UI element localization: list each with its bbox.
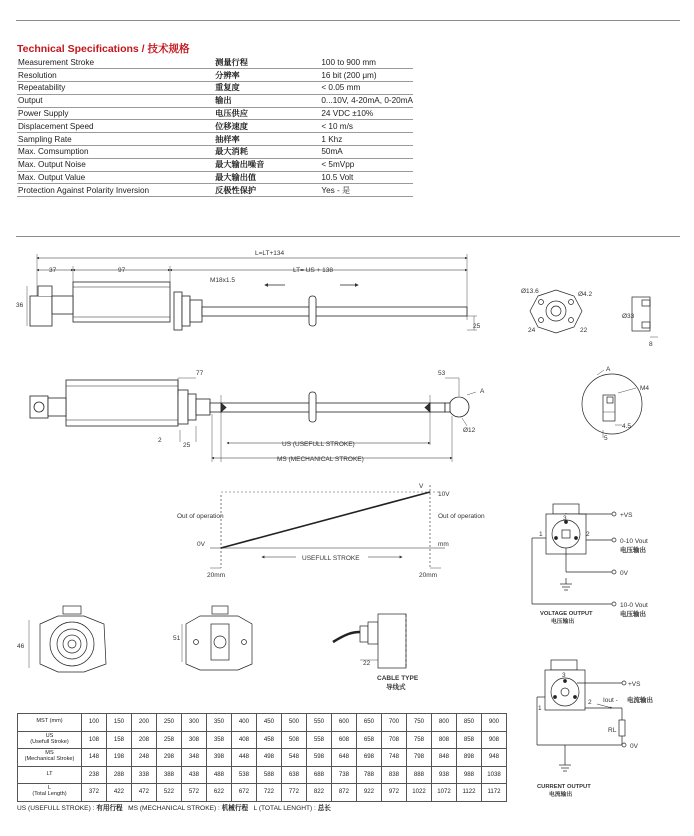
stroke-cell: 448 bbox=[232, 749, 257, 767]
spec-name: Output bbox=[17, 94, 214, 107]
stroke-cell: 1022 bbox=[407, 784, 432, 802]
stroke-cell: 498 bbox=[257, 749, 282, 767]
footer-ms-cn: 机械行程 bbox=[221, 804, 249, 812]
stroke-cell: 948 bbox=[482, 749, 507, 767]
stroke-cell: 300 bbox=[182, 714, 207, 732]
spec-value: 50mA bbox=[320, 146, 413, 159]
stroke-cell: 750 bbox=[407, 714, 432, 732]
vo-vs: +VS bbox=[620, 512, 633, 519]
co-title-cn: 电流输出 bbox=[549, 792, 573, 798]
stroke-row bbox=[18, 749, 507, 767]
cable-type-cn: 导线式 bbox=[386, 684, 406, 691]
stroke-cell: 372 bbox=[82, 784, 107, 802]
title-en: Technical Specifications bbox=[17, 43, 139, 55]
stroke-cell: 900 bbox=[482, 714, 507, 732]
stroke-cell: 422 bbox=[107, 784, 132, 802]
stroke-cell: 158 bbox=[107, 731, 132, 749]
dim-97: 97 bbox=[118, 267, 126, 274]
stroke-cell: 488 bbox=[207, 766, 232, 784]
stroke-cell: 700 bbox=[382, 714, 407, 732]
stroke-cell: 608 bbox=[332, 731, 357, 749]
stroke-cell: 522 bbox=[157, 784, 182, 802]
vo-out2-cn: 电压输出 bbox=[620, 611, 646, 618]
stroke-cell: 550 bbox=[307, 714, 332, 732]
dim-77: 77 bbox=[196, 370, 204, 377]
stroke-cell: 458 bbox=[257, 731, 282, 749]
footer-l: L (TOTAL LENGHT) : bbox=[248, 805, 318, 812]
stroke-cell: 388 bbox=[157, 766, 182, 784]
thread-label: M18x1.5 bbox=[210, 277, 235, 284]
vo-zero: 0V bbox=[620, 570, 628, 577]
stroke-cell: 348 bbox=[182, 749, 207, 767]
stroke-cell: 598 bbox=[307, 749, 332, 767]
drawing-top-side-view bbox=[27, 254, 477, 330]
stroke-cell: 908 bbox=[482, 731, 507, 749]
spec-value: 16 bit (200 μm) bbox=[320, 69, 413, 82]
stroke-cell: 572 bbox=[182, 784, 207, 802]
stroke-row-label: US (Usefull Stroke) bbox=[18, 731, 82, 749]
footer-l-cn: 总长 bbox=[317, 804, 331, 812]
vo-out1: 0-10 Vout bbox=[620, 538, 648, 545]
spec-name-cn: 测量行程 bbox=[214, 56, 320, 69]
graph-20mm-left: 20mm bbox=[207, 572, 226, 579]
stroke-cell: 872 bbox=[332, 784, 357, 802]
stroke-cell: 538 bbox=[232, 766, 257, 784]
stroke-cell: 250 bbox=[157, 714, 182, 732]
stroke-cell: 988 bbox=[457, 766, 482, 784]
spec-value: < 10 m/s bbox=[320, 120, 413, 133]
stroke-cell: 248 bbox=[132, 749, 157, 767]
vo-p3: 3 bbox=[563, 515, 567, 522]
footer-legend bbox=[17, 802, 331, 812]
stroke-cell: 148 bbox=[82, 749, 107, 767]
stroke-cell: 500 bbox=[282, 714, 307, 732]
stroke-row-label: MS (Mechanical Stroke) bbox=[18, 749, 82, 767]
stroke-cell: 1172 bbox=[482, 784, 507, 802]
stroke-cell: 350 bbox=[207, 714, 232, 732]
stroke-cell: 638 bbox=[282, 766, 307, 784]
spec-name: Displacement Speed bbox=[17, 120, 214, 133]
spec-name: Repeatability bbox=[17, 82, 214, 95]
stroke-cell: 738 bbox=[332, 766, 357, 784]
spec-name-cn: 分辨率 bbox=[214, 69, 320, 82]
spec-name: Resolution bbox=[17, 69, 214, 82]
stroke-cell: 708 bbox=[382, 731, 407, 749]
dim-36: 36 bbox=[16, 302, 24, 309]
stroke-row bbox=[18, 731, 507, 749]
out-of-operation-left: Out of operation bbox=[177, 513, 224, 520]
co-rl: RL bbox=[608, 727, 617, 734]
spec-name-cn: 电压供应 bbox=[214, 107, 320, 120]
output-line bbox=[221, 492, 430, 548]
co-title: CURRENT OUTPUT bbox=[537, 784, 591, 790]
spec-name: Max. Comsumption bbox=[17, 146, 214, 159]
vo-title-cn: 电压输出 bbox=[551, 619, 575, 625]
stroke-cell: 698 bbox=[357, 749, 382, 767]
stroke-cell: 922 bbox=[357, 784, 382, 802]
detail-a-label: A bbox=[606, 366, 611, 373]
flange-d2: Ø4.2 bbox=[578, 291, 593, 298]
stroke-cell: 722 bbox=[257, 784, 282, 802]
current-output-schematic bbox=[537, 660, 626, 771]
stroke-cell: 400 bbox=[232, 714, 257, 732]
ball-diameter: Ø12 bbox=[463, 427, 476, 434]
spec-value: 24 VDC ±10% bbox=[320, 107, 413, 120]
spec-name: Power Supply bbox=[17, 107, 214, 120]
dim-25-b: 25 bbox=[183, 442, 191, 449]
stroke-cell: 208 bbox=[132, 731, 157, 749]
graph-mm-label: mm bbox=[438, 541, 449, 548]
stroke-cell: 408 bbox=[232, 731, 257, 749]
flange-a1: 24 bbox=[528, 327, 536, 334]
lt-label: LT= US + 138 bbox=[293, 267, 333, 274]
stroke-cell: 1072 bbox=[432, 784, 457, 802]
stroke-cell: 308 bbox=[182, 731, 207, 749]
dim-46: 46 bbox=[17, 643, 25, 650]
stroke-row-label: MST (mm) bbox=[18, 714, 82, 732]
spec-name: Measurement Stroke bbox=[17, 56, 214, 69]
stroke-cell: 648 bbox=[332, 749, 357, 767]
graph-v-label: V bbox=[419, 483, 424, 490]
stroke-cell: 798 bbox=[407, 749, 432, 767]
stroke-cell: 688 bbox=[307, 766, 332, 784]
stroke-table bbox=[17, 713, 507, 802]
label-a: A bbox=[480, 388, 485, 395]
stroke-row bbox=[18, 714, 507, 732]
title-cn: 技术规格 bbox=[147, 43, 190, 55]
end-view-square bbox=[182, 606, 252, 670]
stroke-cell: 558 bbox=[307, 731, 332, 749]
co-zero: 0V bbox=[630, 743, 638, 750]
graph-0v-label: 0V bbox=[197, 541, 205, 548]
m4-label: M4 bbox=[640, 385, 650, 392]
co-p2: 2 bbox=[588, 699, 592, 706]
stroke-cell: 438 bbox=[182, 766, 207, 784]
spec-value: 10.5 Volt bbox=[320, 171, 413, 184]
out-of-operation-right: Out of operation bbox=[438, 513, 485, 520]
stroke-cell: 548 bbox=[282, 749, 307, 767]
stroke-cell: 672 bbox=[232, 784, 257, 802]
stroke-cell: 288 bbox=[107, 766, 132, 784]
co-p1: 1 bbox=[538, 705, 542, 712]
stroke-cell: 848 bbox=[432, 749, 457, 767]
flange-front-view bbox=[530, 290, 582, 333]
ms-label: MS (MECHANICAL STROKE) bbox=[277, 456, 364, 463]
dim-37: 37 bbox=[49, 267, 57, 274]
flange-a2: 22 bbox=[580, 327, 588, 334]
voltage-output-schematic bbox=[532, 504, 616, 606]
stroke-cell: 600 bbox=[332, 714, 357, 732]
footer-us: US (USEFULL STROKE) : bbox=[17, 805, 97, 812]
spec-name-cn: 重复度 bbox=[214, 82, 320, 95]
spec-value: 100 to 900 mm bbox=[320, 56, 413, 69]
spec-name-cn: 输出 bbox=[214, 94, 320, 107]
co-iout: Iout - bbox=[603, 697, 618, 704]
spec-value: < 5mVpp bbox=[320, 158, 413, 171]
stroke-cell: 238 bbox=[82, 766, 107, 784]
dim-4-5: 4.5 bbox=[622, 423, 632, 430]
spec-name-cn: 反极性保护 bbox=[214, 184, 320, 197]
spec-name-cn: 位移速度 bbox=[214, 120, 320, 133]
stroke-cell: 150 bbox=[107, 714, 132, 732]
graph-10v-label: 10V bbox=[438, 491, 450, 498]
stroke-cell: 898 bbox=[457, 749, 482, 767]
spec-name: Protection Against Polarity Inversion bbox=[17, 184, 214, 197]
stroke-cell: 972 bbox=[382, 784, 407, 802]
co-iout-cn: 电流输出 bbox=[627, 697, 653, 704]
dim-2: 2 bbox=[158, 437, 162, 444]
stroke-cell: 938 bbox=[432, 766, 457, 784]
vo-p1: 1 bbox=[539, 531, 543, 538]
stroke-cell: 198 bbox=[107, 749, 132, 767]
stroke-cell: 508 bbox=[282, 731, 307, 749]
stroke-row bbox=[18, 784, 507, 802]
dim-5: 5 bbox=[604, 435, 608, 442]
dim-22: 22 bbox=[363, 660, 371, 667]
stroke-row bbox=[18, 766, 507, 784]
co-p3: 3 bbox=[562, 672, 566, 679]
stroke-cell: 1038 bbox=[482, 766, 507, 784]
stroke-cell: 772 bbox=[282, 784, 307, 802]
total-length-label: L=LT+134 bbox=[255, 250, 285, 257]
stroke-cell: 622 bbox=[207, 784, 232, 802]
stroke-cell: 858 bbox=[457, 731, 482, 749]
dim-53: 53 bbox=[438, 370, 446, 377]
co-vs: +VS bbox=[628, 681, 641, 688]
stroke-cell: 650 bbox=[357, 714, 382, 732]
stroke-cell: 758 bbox=[407, 731, 432, 749]
spec-name-cn: 最大消耗 bbox=[214, 146, 320, 159]
stroke-cell: 358 bbox=[207, 731, 232, 749]
us-label: US (USEFULL STROKE) bbox=[282, 441, 355, 448]
footer-ms: MS (MECHANICAL STROKE) : bbox=[122, 805, 222, 812]
vo-title: VOLTAGE OUTPUT bbox=[540, 611, 593, 617]
stroke-cell: 748 bbox=[382, 749, 407, 767]
spec-value: < 0.05 mm bbox=[320, 82, 413, 95]
drawing-ball-joint-view bbox=[30, 378, 476, 462]
spec-value: 1 Khz bbox=[320, 133, 413, 146]
stroke-row-label: L (Total Length) bbox=[18, 784, 82, 802]
stroke-cell: 888 bbox=[407, 766, 432, 784]
vo-p2: 2 bbox=[586, 531, 590, 538]
vo-out1-cn: 电压输出 bbox=[620, 547, 646, 554]
stroke-cell: 822 bbox=[307, 784, 332, 802]
side-width: 8 bbox=[649, 341, 653, 348]
stroke-row-label: LT bbox=[18, 766, 82, 784]
side-diameter: Ø33 bbox=[622, 313, 635, 320]
dim-25-rod: 25 bbox=[473, 323, 481, 330]
spec-name: Max. Output Noise bbox=[17, 158, 214, 171]
stroke-cell: 588 bbox=[257, 766, 282, 784]
spec-value: 0...10V, 4-20mA, 0-20mA bbox=[321, 96, 413, 106]
stroke-cell: 838 bbox=[382, 766, 407, 784]
spec-name: Max. Output Value bbox=[17, 171, 214, 184]
stroke-cell: 200 bbox=[132, 714, 157, 732]
stroke-cell: 338 bbox=[132, 766, 157, 784]
stroke-cell: 788 bbox=[357, 766, 382, 784]
stroke-cell: 808 bbox=[432, 731, 457, 749]
graph-20mm-right: 20mm bbox=[419, 572, 438, 579]
end-view-round bbox=[29, 606, 106, 672]
spec-name-cn: 最大输出值 bbox=[214, 171, 320, 184]
spec-name: Sampling Rate bbox=[17, 133, 214, 146]
stroke-cell: 100 bbox=[82, 714, 107, 732]
stroke-cell: 298 bbox=[157, 749, 182, 767]
spec-name-cn: 抽样率 bbox=[214, 133, 320, 146]
detail-a-view bbox=[582, 370, 642, 438]
flange-d1: Ø13.6 bbox=[521, 288, 539, 295]
stroke-cell: 258 bbox=[157, 731, 182, 749]
stroke-cell: 450 bbox=[257, 714, 282, 732]
stroke-cell: 800 bbox=[432, 714, 457, 732]
stroke-cell: 108 bbox=[82, 731, 107, 749]
stroke-cell: 658 bbox=[357, 731, 382, 749]
dim-51: 51 bbox=[173, 635, 181, 642]
stroke-cell: 398 bbox=[207, 749, 232, 767]
stroke-cell: 1122 bbox=[457, 784, 482, 802]
stroke-cell: 850 bbox=[457, 714, 482, 732]
cable-type-label: CABLE TYPE bbox=[377, 675, 419, 682]
vo-out2: 10-0 Vout bbox=[620, 602, 648, 609]
title-separator: / bbox=[138, 43, 148, 55]
spec-value: Yes - 是 bbox=[320, 184, 413, 197]
stroke-cell: 472 bbox=[132, 784, 157, 802]
footer-us-cn: 有用行程 bbox=[96, 804, 123, 812]
usefull-stroke-label: USEFULL STROKE bbox=[302, 555, 360, 562]
side-profile-view bbox=[632, 297, 658, 337]
spec-name-cn: 最大输出噪音 bbox=[214, 158, 320, 171]
